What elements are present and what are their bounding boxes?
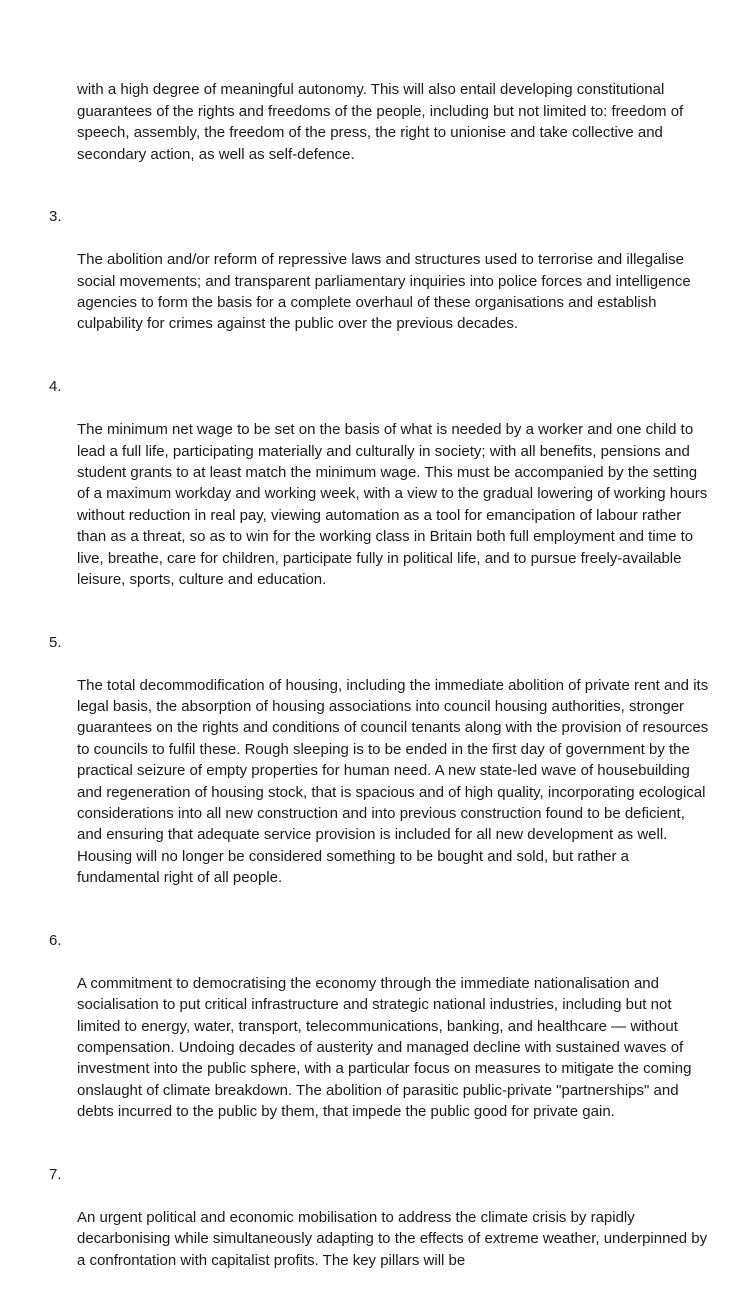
list-item-number: 7.	[49, 1166, 62, 1184]
list-item	[0, 1164, 713, 1292]
list-item-number: 3.	[49, 208, 62, 226]
list-item-text: The minimum net wage to be set on the basis of what is needed by a worker and one child to lead a full life, participating materially and culturally in society; with all benefits, pensions and student grants to at least match the minimum wage. This must be accompanied by the setting of a maximum workday and working week, with a view to the gradual lowering of working hours without reduction in real pay, viewing automation as a tool for emancipation of labour rather than as a threat, so as to win for the working class in Britain both full employment and time to live, breathe, care for children, participate fully in political life, and to pursue freely-available leisure, sports, culture and education.	[77, 421, 708, 588]
list-item-number: 5.	[49, 633, 62, 651]
list-item-text: An urgent political and economic mobilisation to address the climate crisis by rapidly decarbonising while simultaneously adapting to the effects of extreme weather, underpinned by a confrontation with capitalist profits. The key pillars will be	[77, 1208, 708, 1269]
continuation-paragraph	[0, 58, 713, 186]
document-page	[0, 58, 732, 1313]
list-item	[0, 632, 713, 910]
list-item	[0, 376, 713, 611]
paragraph-text: with a high degree of meaningful autonomy. This will also entail developing constitutional guarantees of the rights and freedoms of the people, including but not limited to: freedom of speech, assembly, the freedom of the press, the right to unionise and take collective and secondary action, as well as self-defence.	[77, 81, 684, 163]
list-item-number: 4.	[49, 378, 62, 396]
list-item-text: The abolition and/or reform of repressive laws and structures used to terrorise and illegalise social movements; and transparent parliamentary inquiries into police forces and intelligence agencies to form the basis for a complete overhaul of these organisations and establish culpability for crimes against the public over the previous decades.	[77, 251, 691, 333]
list-item-text: The total decommodification of housing, including the immediate abolition of private rent and its legal basis, the absorption of housing associations into council housing authorities, stronger guarantees on the rights and conditions of council tenants along with the provision of resources to councils to fulfil these. Rough sleeping is to be ended in the first day of government by the practical seizure of empty properties for human need. A new state-led wave of housebuilding and regeneration of housing stock, that is spacious and of high quality, incorporating ecological considerations into all new construction and into previous construction found to be deficient, and ensuring that adequate service provision is included for all new development as well. Housing will no longer be considered something to be bought and sold, but rather a fundamental right of all people.	[77, 676, 709, 887]
list-item	[0, 206, 713, 356]
list-item	[0, 930, 713, 1144]
list-item-number: 6.	[49, 932, 62, 950]
list-item-text: A commitment to democratising the economy through the immediate nationalisation and socialisation to put critical infrastructure and strategic national industries, including but not limited to energy, water, transport, telecommunications, banking, and healthcare — without compensation. Undoing decades of austerity and managed decline with sustained waves of investment into the public sphere, with a particular focus on measures to mitigate the coming onslaught of climate breakdown. The abolition of parasitic public-private "partnerships" and debts incurred to the public by them, that impede the public good for private gain.	[77, 974, 692, 1121]
